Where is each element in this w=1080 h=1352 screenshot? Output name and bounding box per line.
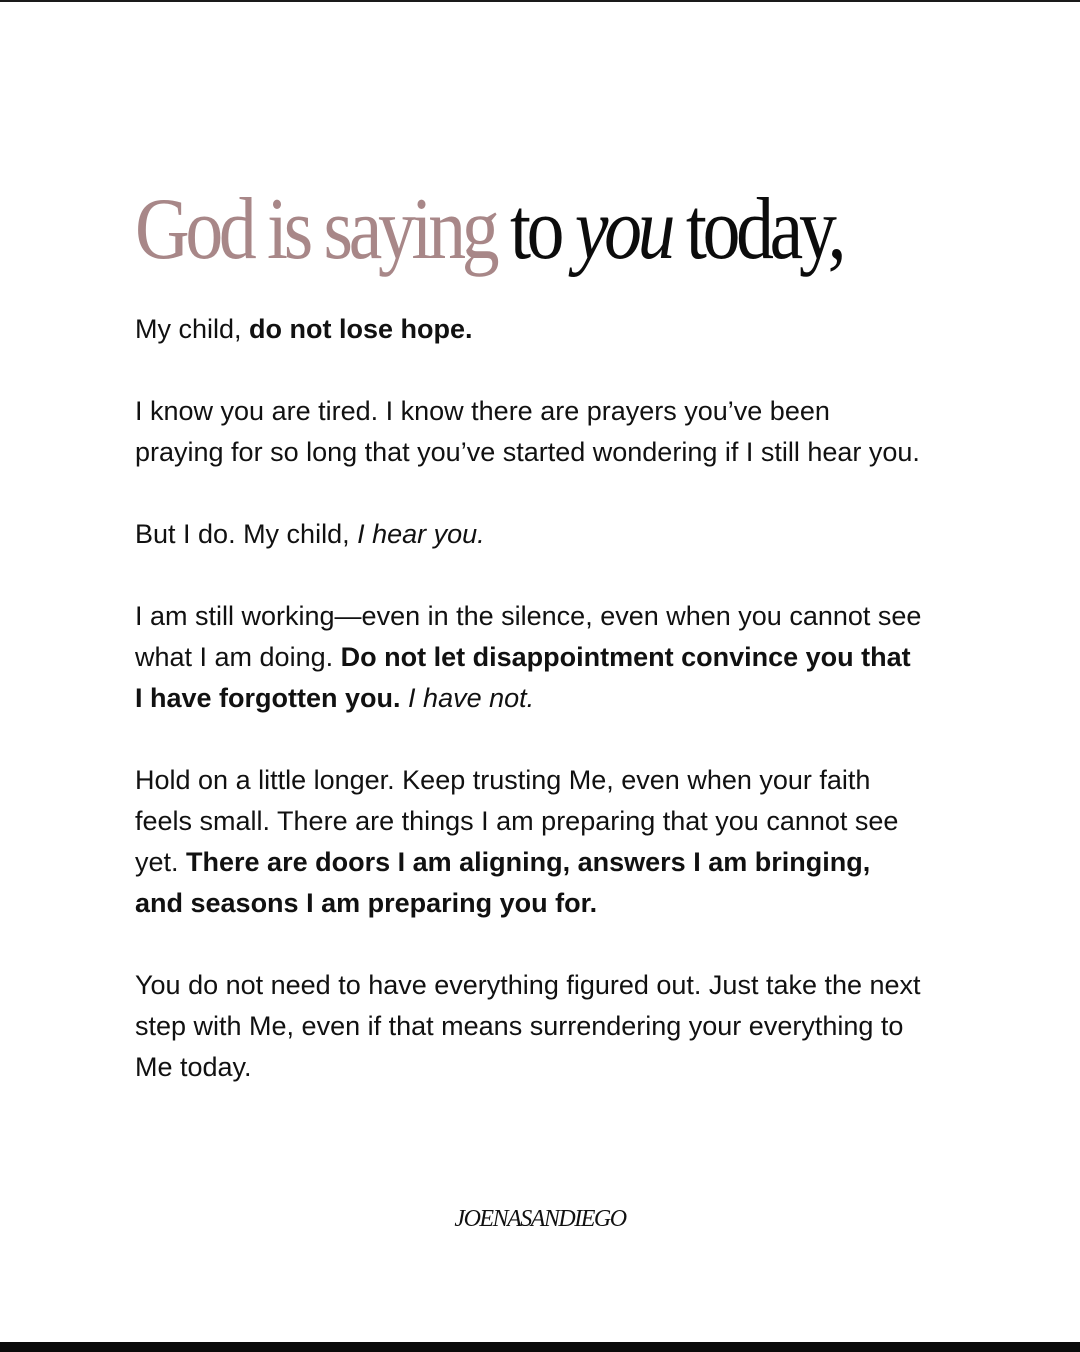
emphasis-i-hear-you: I hear you. — [357, 519, 485, 549]
emphasis-do-not-let-disappointment: Do not let disappointment convince you that I have forgotten you. — [135, 642, 911, 713]
paragraph-5: Hold on a little longer. Keep trusting Me, even when your faith feels small. There are things I am preparing that you cannot see yet. There are doors I am aligning, answers I am bringing, and seasons I am preparing you for. — [135, 765, 899, 918]
paragraph-3: But I do. My child, I hear you. — [135, 519, 485, 549]
top-border — [0, 0, 1080, 2]
headline-part-to: to — [509, 181, 561, 278]
paragraph-4: I am still working—even in the silence, even when you cannot see what I am doing. Do not let disappointment convince you that I have forgotten you. I have not. — [135, 601, 922, 713]
emphasis-i-have-not: I have not. — [408, 683, 535, 713]
bottom-border — [0, 1342, 1080, 1352]
headline-part-god-is-saying: God is saying — [135, 181, 496, 278]
headline-part-today: today, — [685, 181, 843, 278]
message-body — [135, 309, 925, 1129]
emphasis-there-are-doors: There are doors I am aligning, answers I am bringing, and seasons I am preparing you for. — [135, 847, 871, 918]
paragraph-6: You do not need to have everything figured out. Just take the next step with Me, even if that means surrendering your everything to Me today. — [135, 970, 921, 1082]
author-signature: JOENASANDIEGO — [454, 1206, 626, 1232]
emphasis-do-not-lose-hope: do not lose hope. — [249, 314, 473, 344]
headline — [135, 180, 843, 280]
paragraph-1: My child, do not lose hope. — [135, 314, 473, 344]
paragraph-2: I know you are tired. I know there are prayers you’ve been praying for so long that you’ve started wondering if I still hear you. — [135, 396, 920, 467]
headline-part-you: you — [574, 181, 672, 278]
